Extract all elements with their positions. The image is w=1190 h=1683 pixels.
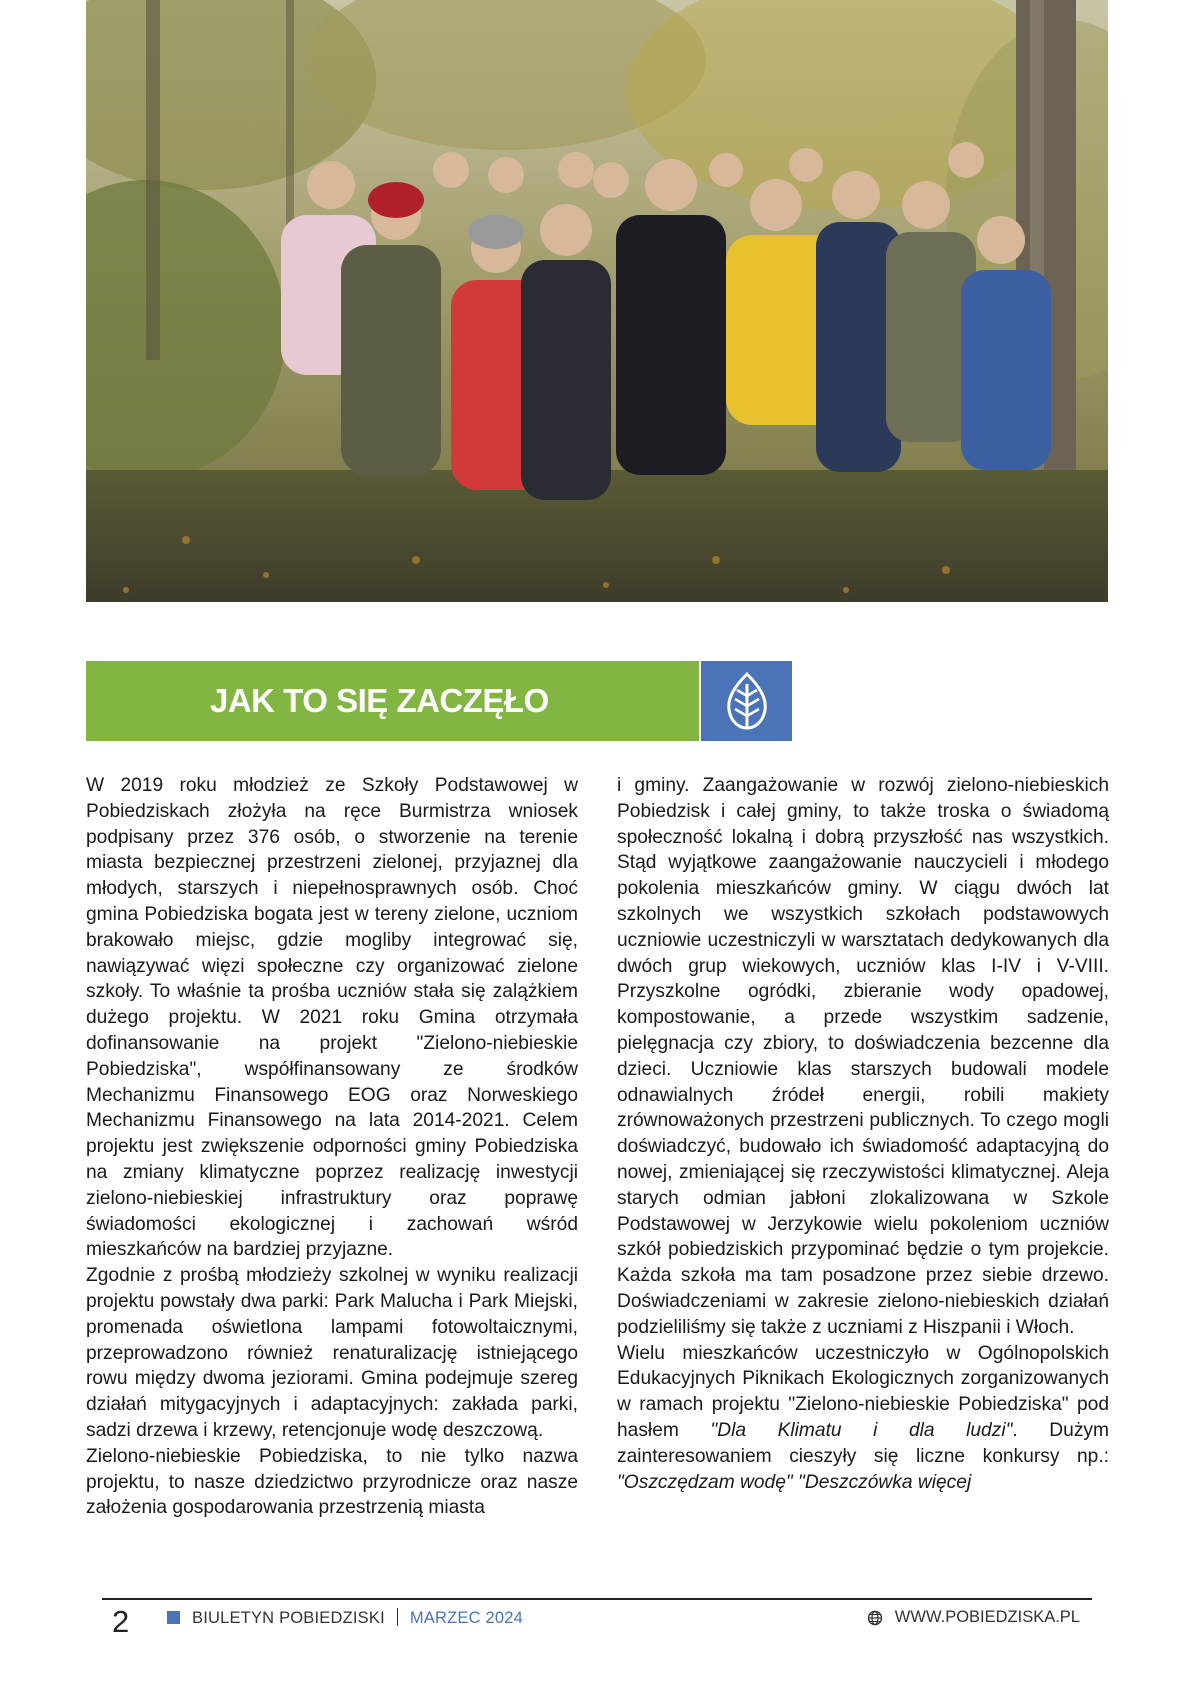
footer-separator (397, 1608, 398, 1626)
article-left-column (86, 773, 578, 1521)
website-link[interactable]: WWW.POBIEDZISKA.PL (894, 1608, 1080, 1626)
paragraph: i gminy. Zaangażowanie w rozwój zielono-niebieskich Pobiedzisk i całej gminy, to także troska o świadomą społeczność lokalną i dobrą przyszłość nas wszystkich. Stąd wyjątkowe zaangażowanie nauczycieli i młodego pokolenia mieszkańców gminy. W ciągu dwóch lat szkolnych we wszystkich szkołach podstawowych uczniowie uczestniczyli w warsztatach dedykowanych dla dwóch grup wiekowych, uczniów klas I-IV i V-VIII. Przyszkolne ogródki, zbieranie wody opadowej, kompostowanie, a przede wszystkim sadzenie, pielęgnacja czy zbiory, to doświadczenia bezcenne dla dzieci. Uczniowie klas starszych budowali modele odnawialnych źródeł energii, robili makiety zrównoważonych przestrzeni publicznych. To czego mogli doświadczyć, budowało ich świadomość adaptacyjną do nowej, zmieniającej się rzeczywistości klimatycznej. Aleja starych odmian jabłoni zlokalizowana w Szkole Podstawowej w Jerzykowie wielu pokoleniom uczniów szkół pobiedziskich przypominać będzie o tym projekcie. Każda szkoła ma tam posadzone przez siebie drzewo. Doświadczeniami w zakresie zielono-niebieskich działań podzieliliśmy się także z uczniami z Hiszpanii i Włoch. (617, 775, 1109, 1338)
section-heading: JAK TO SIĘ ZACZĘŁO (210, 682, 549, 719)
quoted-slogan: "Dla Klimatu i dla ludzi" (710, 1419, 1013, 1441)
paragraph: Zielono-niebieskie Pobiedziska, to nie tylko nazwa projektu, to nasze dziedzictwo przyrodnicze oraz nasze założenia gospodarowania przestrzenią miasta (86, 1445, 578, 1519)
globe-icon (867, 1610, 883, 1626)
paragraph: Zgodnie z prośbą młodzieży szkolnej w wyniku realizacji projektu powstały dwa parki: Park Malucha i Park Miejski, promenada oświetlona lampami fotowoltaicznymi, przeprowadzono również renaturalizację istniejącego rowu między dwoma jeziorami. Gmina podejmuje szereg działań mitygacyjnych i adaptacyjnych: zakłada parki, sadzi drzewa i krzewy, retencjonuje wodę deszczową. (86, 1265, 578, 1441)
page-number: 2 (112, 1604, 130, 1639)
publication-name: BIULETYN POBIEDZISKI (192, 1609, 385, 1627)
footer-square-icon (167, 1611, 180, 1624)
paragraph (617, 1341, 1109, 1496)
issue-date: MARZEC 2024 (409, 1609, 524, 1627)
leaf-icon-box (701, 661, 792, 741)
text-run: Wielu mieszkańców uczestniczyło w Ogólnopolskich Edukacyjnych Piknikach Ekologicznych zorganizowanych w ramach projektu "Zielono-niebieskie Pobiedziska" pod hasłem (617, 1342, 1109, 1441)
group-photo-icon (86, 0, 1108, 602)
leaf-icon (725, 672, 769, 730)
footer-website (867, 1608, 1080, 1627)
article-right-column (617, 773, 1109, 1495)
text-run: . Dużym zainteresowaniem cieszyły się liczne konkursy np.: (617, 1419, 1109, 1467)
footer-divider (102, 1598, 1092, 1600)
group-photo (86, 0, 1108, 602)
footer-publication (192, 1608, 523, 1628)
paragraph: W 2019 roku młodzież ze Szkoły Podstawowej w Pobiedziskach złożyła na ręce Burmistrza wniosek podpisany przez 376 osób, o stworzenie na terenie miasta bezpiecznej przestrzeni zielonej, przyjaznej dla młodych, starszych i niepełnosprawnych osób. Choć gmina Pobiedziska bogata jest w tereny zielone, uczniom brakowało miejsc, gdzie mogliby integrować się, nawiązywać więzi społeczne czy organizować zielone szkoły. To właśnie ta prośba uczniów stała się zalążkiem dużego projektu. W 2021 roku Gmina otrzymała dofinansowanie na projekt "Zielono-niebieskie Pobiedziska", współfinansowany ze środków Mechanizmu Finansowego EOG oraz Norweskiego Mechanizmu Finansowego na lata 2014-2021. Celem projektu jest zwiększenie odporności gminy Pobiedziska na zmiany klimatyczne poprzez realizację inwestycji zielono-niebieskiej infrastruktury oraz poprawę świadomości ekologicznej i zachowań wśród mieszkańców na bardziej przyjazne. (86, 775, 578, 1261)
section-heading-bar (86, 661, 699, 741)
quoted-contest-names: "Oszczędzam wodę" "Deszczówka więcej (617, 1471, 972, 1493)
